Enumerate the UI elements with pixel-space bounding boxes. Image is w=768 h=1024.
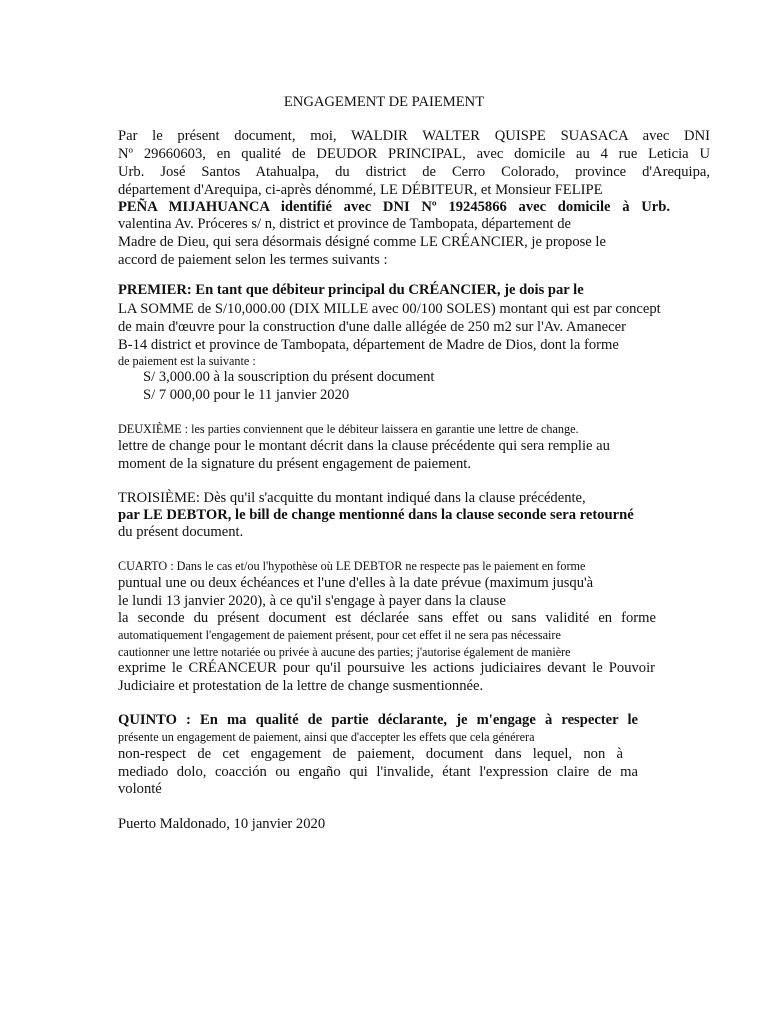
bullet-text: S/ 7 000,00 pour le 11 janvier 2020 bbox=[143, 387, 350, 403]
quinto-line: volonté bbox=[118, 781, 162, 797]
cuarto-line: le lundi 13 janvier 2020), à ce qu'il s'engage à payer dans la clause bbox=[118, 593, 506, 609]
intro-line: valentina Av. Próceres s/ n, district et province de Tambopata, département de bbox=[118, 216, 571, 232]
quinto-line: non-respect de cet engagement de paiement, document dans lequel, non à bbox=[118, 746, 623, 762]
quinto-heading: QUINTO : En ma qualité de partie déclarante, je m'engage à respecter le bbox=[118, 712, 638, 728]
place-date: Puerto Maldonado, 10 janvier 2020 bbox=[118, 816, 326, 832]
cuarto-line: exprime le CRÉANCEUR pour qu'il poursuive les actions judiciaires devant le Pouvoir bbox=[118, 660, 655, 676]
premier-line: LA SOMME de S/10,000.00 (DIX MILLE avec 00/100 SOLES) montant qui est par concept bbox=[118, 301, 661, 317]
troisieme-line: du présent document. bbox=[118, 524, 244, 540]
document-title: ENGAGEMENT DE PAIEMENT bbox=[283, 94, 485, 110]
bullet-item bbox=[143, 369, 735, 386]
troisieme-line: par LE DEBTOR, le bill de change mentionné dans la clause seconde sera retourné bbox=[118, 507, 634, 523]
bullet-text: S/ 3,000.00 à la souscription du présent document bbox=[143, 369, 435, 385]
cuarto-line: la seconde du présent document est déclarée sans effet ou sans validité en forme bbox=[118, 610, 656, 626]
premier-line: de main d'œuvre pour la construction d'une dalle allégée de 250 m2 sur l'Av. Amanecer bbox=[118, 319, 626, 335]
cuarto-line: Judiciaire et protestation de la lettre de change susmentionnée. bbox=[118, 678, 484, 694]
bullet-item bbox=[143, 387, 735, 404]
deuxieme-line: moment de la signature du présent engagement de paiement. bbox=[118, 456, 471, 472]
premier-line: B-14 district et province de Tambopata, département de Madre de Dios, dont la forme bbox=[118, 337, 619, 353]
intro-line: Madre de Dieu, qui sera désormais désigné comme LE CRÉANCIER, je propose le bbox=[118, 234, 606, 250]
deuxieme-heading: DEUXIÈME : les parties conviennent que le débiteur laissera en garantie une lettre de change. bbox=[118, 422, 579, 436]
troisieme-heading: TROISIÈME: Dès qu'il s'acquitte du montant indiqué dans la clause précédente, bbox=[118, 490, 586, 506]
deuxieme-line: lettre de change pour le montant décrit dans la clause précédente qui sera remplie au bbox=[118, 438, 610, 454]
cuarto-line: puntual une ou deux échéances et l'une d'elles à la date prévue (maximum jusqu'à bbox=[118, 575, 594, 591]
quinto-line: mediado dolo, coacción ou engaño qui l'invalide, étant l'expression claire de ma bbox=[118, 764, 638, 780]
premier-heading: PREMIER: En tant que débiteur principal du CRÉANCIER, je dois par le bbox=[118, 282, 584, 298]
cuarto-line: automatiquement l'engagement de paiement présent, pour cet effet il ne sera pas nécessaire bbox=[118, 628, 561, 642]
cuarto-heading: CUARTO : Dans le cas et/ou l'hypothèse où LE DEBTOR ne respecte pas le paiement en forme bbox=[118, 559, 586, 573]
intro-line: accord de paiement selon les termes suivants : bbox=[118, 252, 388, 268]
intro-line: Par le présent document, moi, WALDIR WALTER QUISPE SUASACA avec DNI bbox=[118, 128, 710, 144]
intro-line: Nº 29660603, en qualité de DEUDOR PRINCIPAL, avec domicile au 4 rue Leticia U bbox=[118, 146, 710, 162]
premier-line: de paiement est la suivante : bbox=[118, 354, 256, 368]
intro-line: département d'Arequipa, ci-après dénommé, LE DÉBITEUR, et Monsieur FELIPE bbox=[118, 182, 603, 198]
cuarto-line: cautionner une lettre notariée ou privée à aucune des parties; j'autorise également de manière bbox=[118, 645, 571, 659]
quinto-line: présente un engagement de paiement, ainsi que d'accepter les effets que cela générera bbox=[118, 730, 535, 744]
intro-line: Urb. José Santos Atahualpa, du district de Cerro Colorado, province d'Arequipa, bbox=[118, 164, 710, 180]
intro-line: PEÑA MIJAHUANCA identifié avec DNI Nº 19245866 avec domicile à Urb. bbox=[118, 199, 670, 215]
